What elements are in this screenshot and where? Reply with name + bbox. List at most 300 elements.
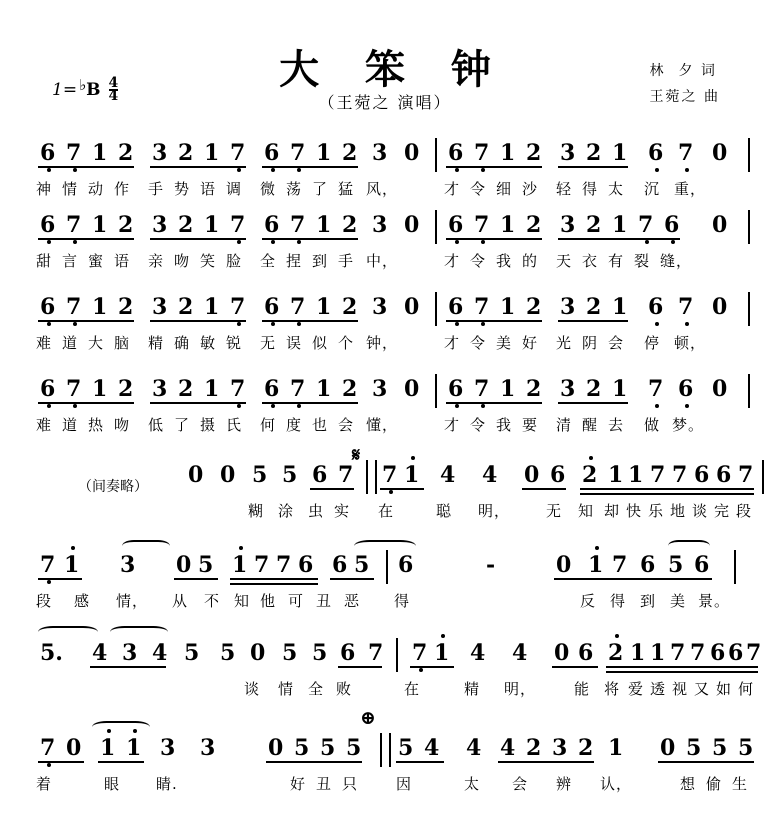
low-octave-dot: [237, 168, 241, 172]
note: 7: [230, 140, 246, 166]
lyric: 丑: [316, 775, 333, 793]
barline: [748, 138, 750, 172]
beam: [554, 578, 712, 580]
note: 5: [738, 735, 754, 761]
lyric: 恶: [344, 592, 361, 610]
note: 6: [694, 462, 710, 488]
time-numerator: 4: [108, 75, 119, 91]
lyric: 眼: [104, 775, 121, 793]
lyric: 反: [580, 592, 597, 610]
lyric: 明，: [504, 680, 537, 698]
note: 6: [40, 376, 56, 402]
note: 2: [578, 735, 594, 761]
low-octave-dot: [47, 580, 51, 584]
lyric: 会: [338, 416, 355, 434]
low-octave-dot: [481, 168, 485, 172]
lyric: 好: [290, 775, 307, 793]
lyric: 全: [260, 252, 277, 270]
lyric: 也: [312, 416, 329, 434]
high-octave-dot: [441, 634, 445, 638]
note: 5: [346, 735, 362, 761]
note: 0: [404, 376, 420, 402]
note: 6: [578, 640, 594, 666]
note: 6: [550, 462, 566, 488]
lyric: 低: [148, 416, 165, 434]
lyric: 度: [286, 416, 303, 434]
lyric: 偷: [706, 775, 723, 793]
note: 2: [526, 212, 542, 238]
note: 6: [340, 640, 356, 666]
note: 6: [40, 294, 56, 320]
lyric: 想: [680, 775, 697, 793]
note: 0: [712, 376, 728, 402]
note: 7: [290, 294, 306, 320]
high-octave-dot: [107, 729, 111, 733]
low-octave-dot: [389, 490, 393, 494]
lyric: 实: [334, 502, 351, 520]
note: 5: [294, 735, 310, 761]
note: 6: [448, 212, 464, 238]
lyric: 地: [670, 502, 687, 520]
note: 2: [178, 294, 194, 320]
beam: [38, 320, 134, 322]
note: 5: [312, 640, 328, 666]
note: 2: [526, 376, 542, 402]
low-octave-dot: [271, 404, 275, 408]
lyric: 懂，: [366, 416, 399, 434]
note: 5: [712, 735, 728, 761]
note: 0: [712, 294, 728, 320]
lyric: 令: [470, 180, 487, 198]
low-octave-dot: [481, 404, 485, 408]
music-system-8: [0, 707, 770, 793]
note: 7: [254, 552, 270, 578]
lyric: 道: [62, 334, 79, 352]
low-octave-dot: [271, 168, 275, 172]
note: 7: [40, 552, 56, 578]
lyric: 确: [174, 334, 191, 352]
note: 6: [398, 552, 414, 578]
low-octave-dot: [671, 240, 675, 244]
lyric: 荡: [286, 180, 303, 198]
lyric-line: [0, 332, 770, 358]
music-system-2: [0, 212, 770, 270]
note: 0: [524, 462, 540, 488]
note: 1: [204, 294, 220, 320]
note: 4: [152, 640, 168, 666]
lyric: 虫: [308, 502, 325, 520]
lyric: 蜜: [88, 252, 105, 270]
lyric: 得: [610, 592, 627, 610]
note: 7: [670, 640, 686, 666]
note: 2: [118, 140, 134, 166]
note: 2: [342, 140, 358, 166]
note: 4: [92, 640, 108, 666]
note: 2: [582, 462, 598, 488]
beam: [150, 402, 246, 404]
note: 7: [66, 376, 82, 402]
lyric: 道: [62, 416, 79, 434]
music-system-6: [0, 552, 770, 610]
lyric: 景。: [698, 592, 731, 610]
beam: [552, 666, 598, 668]
note: 4: [470, 640, 486, 666]
note: 1: [630, 640, 646, 666]
beam: [90, 666, 166, 668]
lyric: 从: [172, 592, 189, 610]
lyric: 猛: [338, 180, 355, 198]
lyric: 知: [578, 502, 595, 520]
lyric: 知: [234, 592, 251, 610]
lyric: 做: [644, 416, 661, 434]
lyric: 有: [608, 252, 625, 270]
time-denominator: 4: [108, 88, 119, 104]
note: 2: [178, 212, 194, 238]
lyric: 细: [496, 180, 513, 198]
lyric: 全: [308, 680, 325, 698]
low-octave-dot: [47, 322, 51, 326]
music-system-1: [0, 140, 770, 198]
barline: [435, 210, 437, 244]
note: 7: [230, 294, 246, 320]
lyric: 捏: [286, 252, 303, 270]
note: 1: [500, 140, 516, 166]
beam: [446, 320, 542, 322]
lyric: 明，: [478, 502, 511, 520]
note: 3: [152, 294, 168, 320]
note: 1: [92, 294, 108, 320]
barline: [748, 374, 750, 408]
note: 6: [448, 376, 464, 402]
flat-symbol: ♭: [79, 76, 87, 94]
note: 2: [586, 294, 602, 320]
note: 2: [526, 294, 542, 320]
note: 7: [412, 640, 428, 666]
note: 6: [694, 552, 710, 578]
lyric: 脸: [226, 252, 243, 270]
low-octave-dot: [47, 763, 51, 767]
beam: [266, 761, 362, 763]
lyric: 聪: [436, 502, 453, 520]
low-octave-dot: [73, 322, 77, 326]
beam: [396, 761, 444, 763]
lyric: 阴: [582, 334, 599, 352]
note: 7: [230, 376, 246, 402]
lyric: 情，: [116, 592, 149, 610]
lyric-line: [0, 178, 770, 204]
beam: [150, 320, 246, 322]
lyric: 太: [608, 180, 625, 198]
low-octave-dot: [237, 404, 241, 408]
note: 1: [92, 376, 108, 402]
lyric: 误: [286, 334, 303, 352]
note: 2: [118, 376, 134, 402]
note: 0: [404, 140, 420, 166]
low-octave-dot: [73, 404, 77, 408]
note: 1: [204, 140, 220, 166]
note: 1: [316, 212, 332, 238]
note: 0: [176, 552, 192, 578]
note: 5: [320, 735, 336, 761]
beam: [98, 761, 144, 763]
note: 7: [474, 212, 490, 238]
low-octave-dot: [47, 168, 51, 172]
note: 5.: [40, 640, 63, 666]
lyric: 语: [200, 180, 217, 198]
beam: [230, 583, 318, 585]
lyric: 重，: [674, 180, 707, 198]
beam: [262, 320, 358, 322]
beam: [606, 671, 758, 673]
note: 3: [152, 140, 168, 166]
music-system-4: [0, 376, 770, 434]
low-octave-dot: [297, 322, 301, 326]
low-octave-dot: [297, 404, 301, 408]
lyric: 吻: [174, 252, 191, 270]
lyric-line: [0, 500, 770, 526]
lyric: 语: [114, 252, 131, 270]
note: 3: [152, 212, 168, 238]
lyric: 又: [694, 680, 711, 698]
note: 1: [92, 140, 108, 166]
note: 5: [668, 552, 684, 578]
note: 1: [64, 552, 80, 578]
note-line: [0, 552, 770, 586]
lyric: 谈: [692, 502, 709, 520]
beam: [580, 493, 754, 495]
lyric: 精: [148, 334, 165, 352]
note: 6: [648, 140, 664, 166]
lyric: 美: [670, 592, 687, 610]
note: 7: [290, 376, 306, 402]
lyric: 谈: [244, 680, 261, 698]
note: 6: [264, 294, 280, 320]
note: 6: [678, 376, 694, 402]
lyric: 好: [522, 334, 539, 352]
beam: [150, 166, 246, 168]
note: 5: [686, 735, 702, 761]
lyric: 到: [640, 592, 657, 610]
note: 7: [230, 212, 246, 238]
lyric: 手: [338, 252, 355, 270]
lyric: 着: [36, 775, 53, 793]
lyric: 精: [464, 680, 481, 698]
low-octave-dot: [419, 668, 423, 672]
note: 0: [404, 212, 420, 238]
note: 7: [66, 140, 82, 166]
note: 5: [354, 552, 370, 578]
barline: [386, 550, 388, 584]
note: 0: [404, 294, 420, 320]
note: 1: [628, 462, 644, 488]
slur: [38, 626, 98, 638]
note: 2: [118, 294, 134, 320]
lyric: 会: [512, 775, 529, 793]
lyric: 睛.: [156, 775, 178, 793]
slur: [668, 540, 710, 552]
note: 3: [560, 376, 576, 402]
performer-subtitle: （王菀之 演唱）: [318, 93, 452, 112]
note: 6: [728, 640, 744, 666]
note: 2: [342, 212, 358, 238]
beam: [658, 761, 754, 763]
note: 3: [372, 140, 388, 166]
note: 7: [66, 212, 82, 238]
time-signature: [108, 75, 119, 104]
note: -: [486, 552, 496, 578]
beam: [330, 578, 374, 580]
note: 6: [264, 212, 280, 238]
note: 1: [316, 294, 332, 320]
note: 7: [648, 376, 664, 402]
lyric-line: [0, 414, 770, 440]
high-octave-dot: [71, 546, 75, 550]
lyric: 大: [88, 334, 105, 352]
slur: [122, 540, 170, 552]
note: 3: [372, 294, 388, 320]
note: 1: [232, 552, 248, 578]
beam: [580, 488, 754, 490]
lyric: 缝，: [660, 252, 693, 270]
lyric: 我: [496, 252, 513, 270]
barline: [762, 460, 764, 494]
note: 1: [126, 735, 142, 761]
lyric: 只: [342, 775, 359, 793]
lyric: 中，: [366, 252, 399, 270]
lyric: 会: [608, 334, 625, 352]
note: 1: [100, 735, 116, 761]
lyric: 他: [260, 592, 277, 610]
lyric: 吻: [114, 416, 131, 434]
note: 5: [282, 640, 298, 666]
low-octave-dot: [645, 240, 649, 244]
lyric: 似: [312, 334, 329, 352]
low-octave-dot: [455, 240, 459, 244]
credit-composer: 王菀之 曲: [649, 89, 720, 105]
lyric: 不: [204, 592, 221, 610]
lyric: 难: [36, 334, 53, 352]
note: 1: [92, 212, 108, 238]
note-line: [0, 462, 770, 496]
note: 4: [424, 735, 440, 761]
note: 7: [690, 640, 706, 666]
note: 0: [712, 212, 728, 238]
lyric: 锐: [226, 334, 243, 352]
note: 0: [250, 640, 266, 666]
low-octave-dot: [237, 240, 241, 244]
lyric: 热: [88, 416, 105, 434]
beam: [38, 238, 134, 240]
note: 7: [368, 640, 384, 666]
note: 3: [560, 140, 576, 166]
lyric: 何: [738, 680, 755, 698]
note: 6: [264, 140, 280, 166]
note: 3: [160, 735, 176, 761]
low-octave-dot: [73, 168, 77, 172]
low-octave-dot: [455, 322, 459, 326]
beam: [558, 402, 628, 404]
lyric: 敏: [200, 334, 217, 352]
lyric: 涂: [278, 502, 295, 520]
lyric-line: [0, 250, 770, 276]
note: 1: [608, 735, 624, 761]
lyric: 生: [732, 775, 749, 793]
beam: [338, 666, 382, 668]
low-octave-dot: [47, 240, 51, 244]
note: 5: [220, 640, 236, 666]
low-octave-dot: [271, 240, 275, 244]
lyric: 却: [604, 502, 621, 520]
lyric-line: [0, 678, 770, 704]
lyric: 到: [312, 252, 329, 270]
beam: [410, 666, 454, 668]
note: 5: [252, 462, 268, 488]
coda-icon: ⊕: [360, 707, 376, 729]
lyric: 透: [650, 680, 667, 698]
note: 5: [398, 735, 414, 761]
credit-lyricist: 林 夕 词: [649, 63, 717, 79]
lyric: 亲: [148, 252, 165, 270]
lyric: 完: [714, 502, 731, 520]
note: 7: [672, 462, 688, 488]
note: 5: [282, 462, 298, 488]
low-octave-dot: [297, 168, 301, 172]
note: 6: [716, 462, 732, 488]
beam: [380, 488, 424, 490]
lyric: 我: [496, 416, 513, 434]
lyric: 顿，: [674, 334, 707, 352]
lyric: 脑: [114, 334, 131, 352]
lyric: 钟，: [366, 334, 399, 352]
note: 1: [612, 140, 628, 166]
lyric: 衣: [582, 252, 599, 270]
lyric: 甜: [36, 252, 53, 270]
beam: [522, 488, 566, 490]
note-line: [0, 140, 770, 174]
note: 0: [556, 552, 572, 578]
music-system-5: [0, 444, 770, 520]
note: 2: [342, 294, 358, 320]
music-system-7: [0, 640, 770, 698]
note: 6: [648, 294, 664, 320]
key-signature: [52, 75, 119, 104]
lyric: 才: [444, 252, 461, 270]
lyric: 裂: [634, 252, 651, 270]
note: 6: [298, 552, 314, 578]
lyric: 如: [716, 680, 733, 698]
note: 0: [712, 140, 728, 166]
low-octave-dot: [655, 168, 659, 172]
lyric-line: [0, 590, 770, 616]
note: 1: [434, 640, 450, 666]
lyric: 无: [260, 334, 277, 352]
high-octave-dot: [595, 546, 599, 550]
lyric: 得: [582, 180, 599, 198]
note: 2: [178, 376, 194, 402]
lyric: 手: [148, 180, 165, 198]
note: 7: [276, 552, 292, 578]
lyric: 摄: [200, 416, 217, 434]
note: 0: [188, 462, 204, 488]
lyric: 太: [464, 775, 481, 793]
note: 1: [316, 376, 332, 402]
slur: [354, 540, 416, 552]
beam: [38, 166, 134, 168]
note: 7: [66, 294, 82, 320]
note: 6: [40, 212, 56, 238]
note: 1: [612, 376, 628, 402]
note: 7: [746, 640, 762, 666]
